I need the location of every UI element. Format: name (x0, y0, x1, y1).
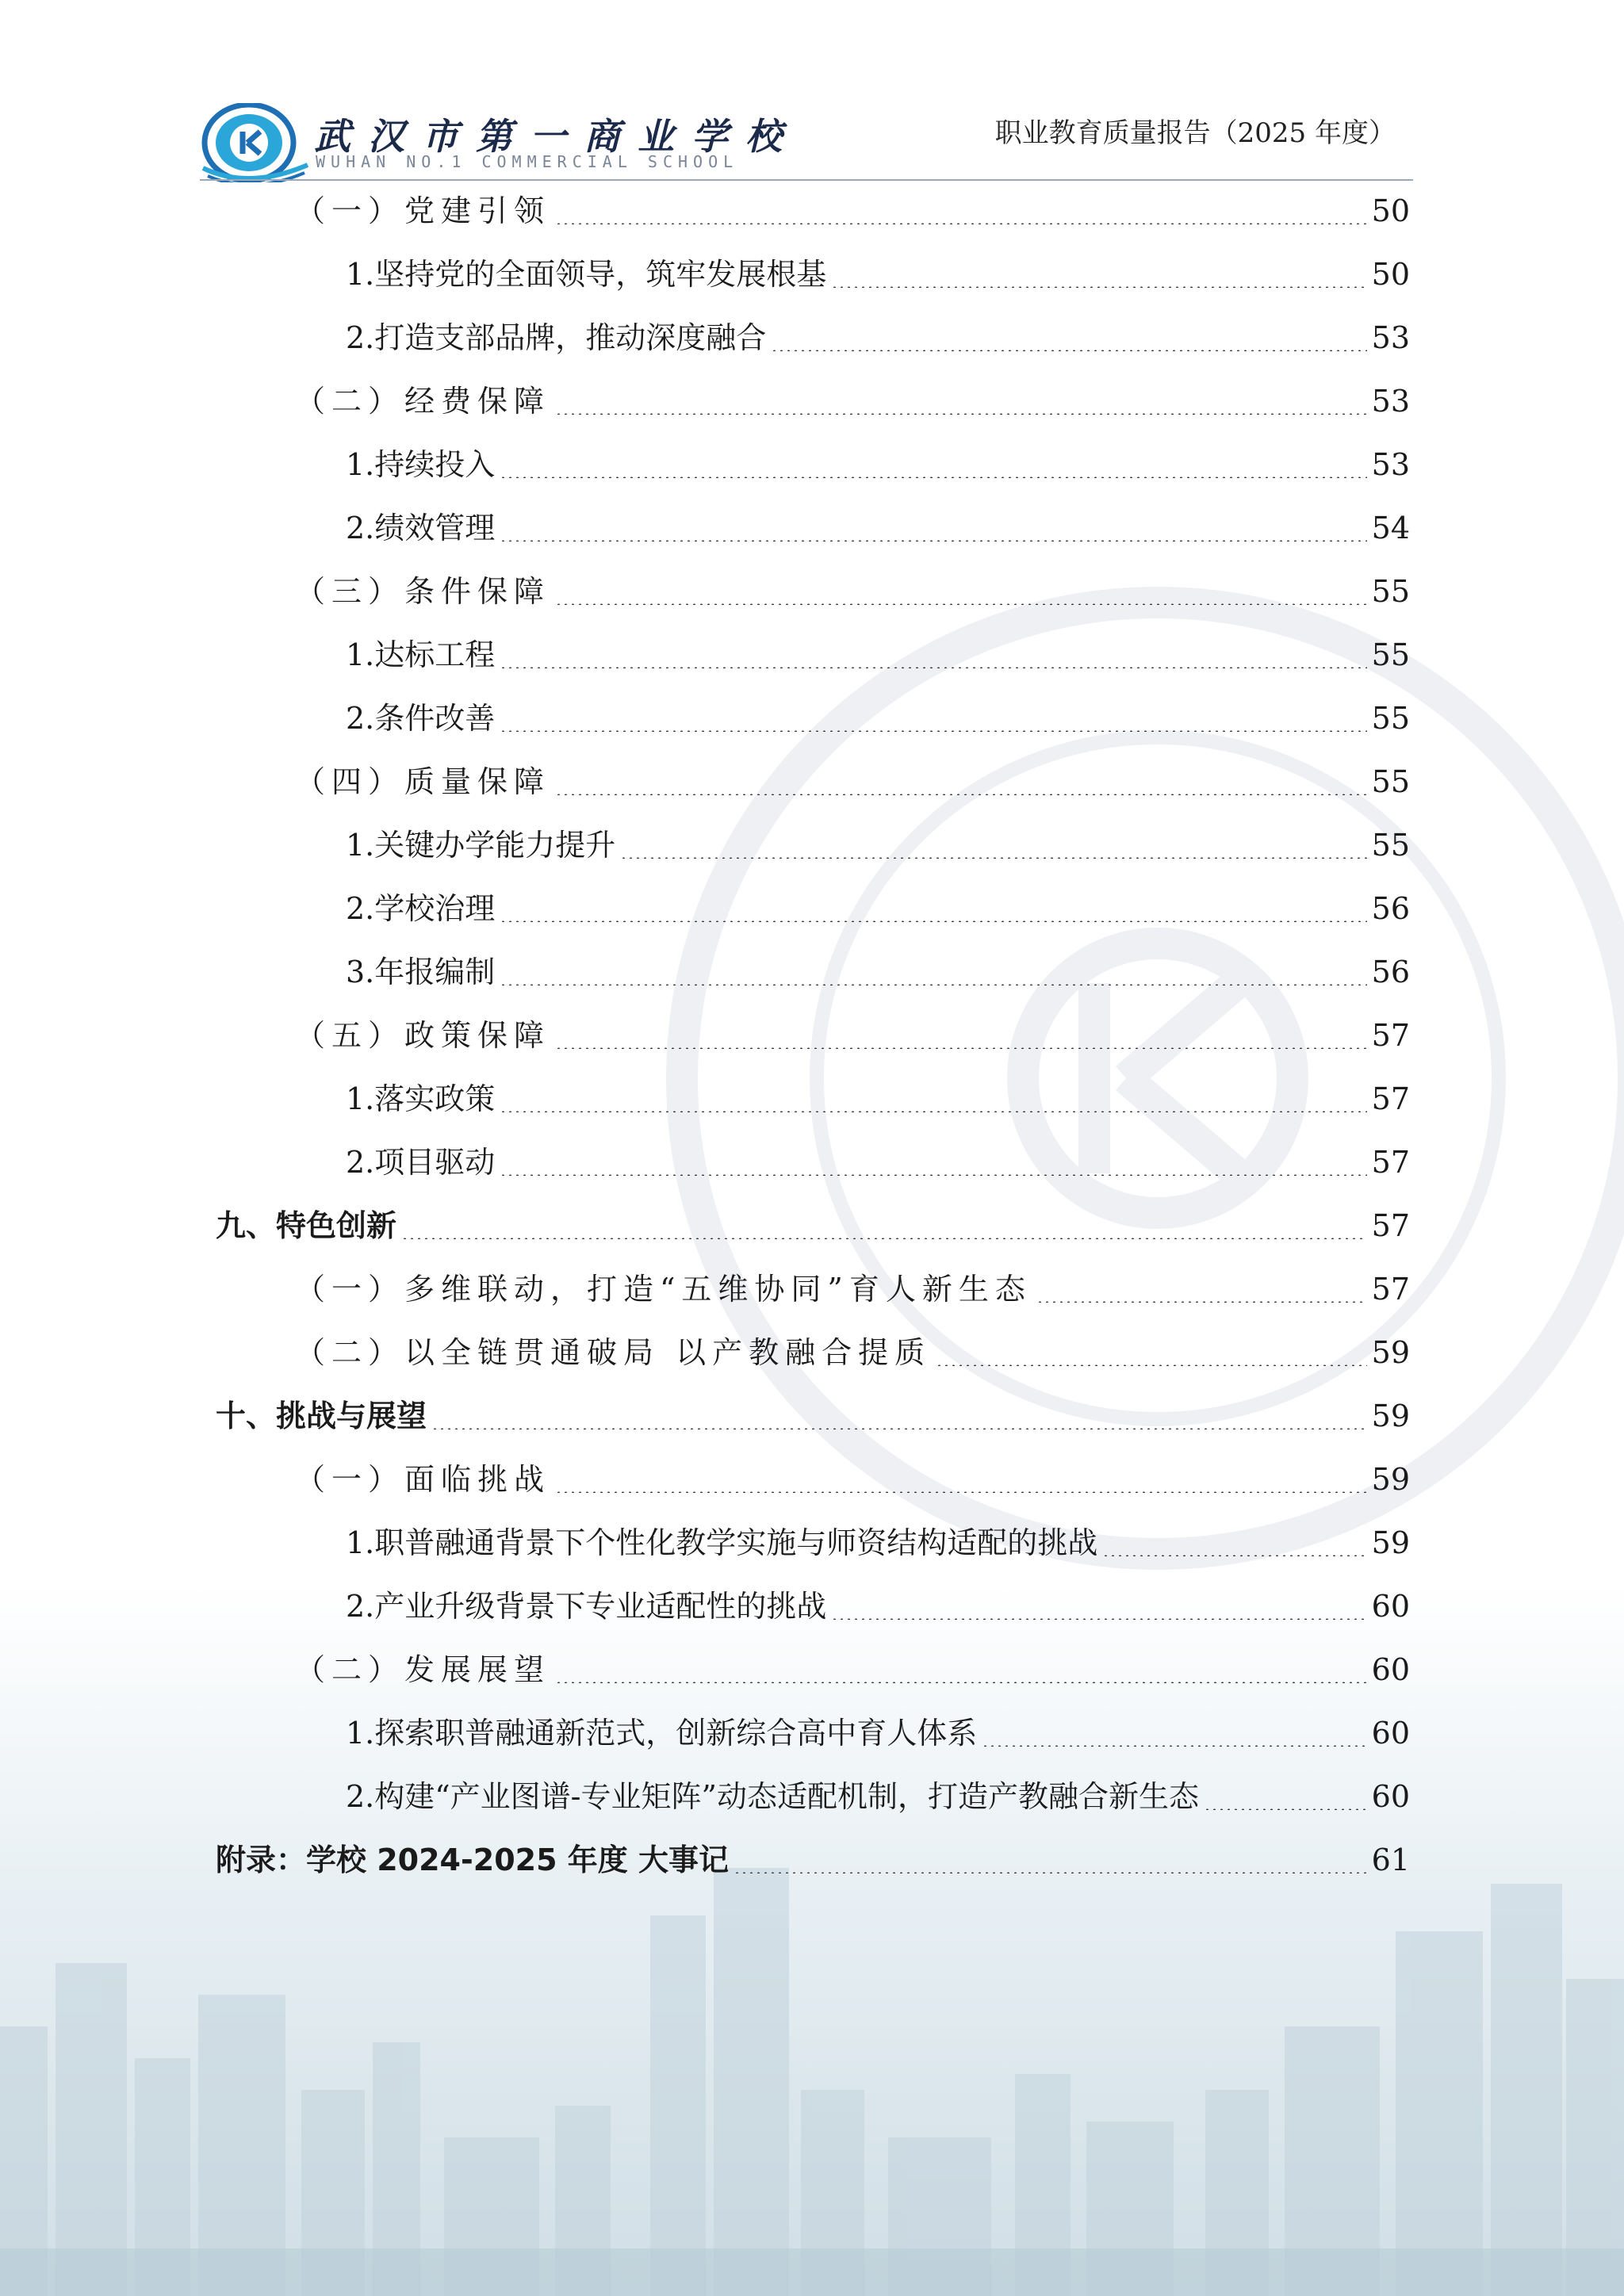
toc-dot-leader (555, 794, 1367, 795)
toc-dot-leader (500, 1111, 1366, 1112)
toc-dot-leader (500, 730, 1366, 732)
toc-entry-page-number: 53 (1371, 320, 1410, 355)
toc-entry[interactable] (216, 1392, 1410, 1440)
toc-dot-leader (500, 920, 1366, 922)
toc-entry-page-number: 55 (1371, 574, 1410, 609)
toc-entry-label: 2.打造支部品牌，推动深度融合 (346, 320, 767, 355)
toc-entry-page-number: 55 (1371, 637, 1410, 672)
toc-entry-page-number: 55 (1371, 828, 1410, 863)
toc-dot-leader (1036, 1301, 1367, 1303)
toc-dot-leader (982, 1745, 1366, 1747)
toc-entry-page-number: 53 (1371, 384, 1410, 419)
toc-entry[interactable] (295, 377, 1410, 425)
toc-entry-page-number: 60 (1371, 1652, 1410, 1687)
toc-dot-leader (771, 350, 1366, 351)
toc-entry[interactable] (295, 1646, 1410, 1693)
toc-entry-page-number: 55 (1371, 764, 1410, 799)
toc-dot-leader (431, 1428, 1367, 1429)
toc-dot-leader (936, 1364, 1367, 1366)
toc-entry-page-number: 57 (1371, 1145, 1410, 1180)
toc-entry[interactable] (216, 1836, 1410, 1884)
toc-entry-page-number: 60 (1371, 1589, 1410, 1624)
toc-dot-leader (500, 1174, 1366, 1176)
toc-entry[interactable] (346, 631, 1410, 679)
toc-entry[interactable] (346, 695, 1410, 742)
toc-entry[interactable] (346, 948, 1410, 996)
toc-entry-label: 十、挑战与展望 (216, 1399, 427, 1433)
toc-dot-leader (1204, 1808, 1367, 1810)
toc-entry-page-number: 55 (1371, 701, 1410, 736)
toc-entry-page-number: 57 (1371, 1272, 1410, 1307)
school-name-cn: 武汉市第一商业学校 (314, 115, 799, 158)
toc-entry-label: 1.达标工程 (346, 637, 496, 672)
school-logo-icon (200, 103, 311, 182)
toc-dot-leader (500, 984, 1366, 985)
toc-entry-page-number: 54 (1371, 511, 1410, 545)
toc-dot-leader (555, 413, 1367, 415)
page-header (0, 0, 1624, 182)
toc-entry-label: 九、特色创新 (216, 1208, 397, 1243)
toc-entry[interactable] (346, 1709, 1410, 1757)
toc-dot-leader (401, 1238, 1367, 1239)
toc-entry[interactable] (346, 504, 1410, 552)
toc-entry[interactable] (216, 1202, 1410, 1249)
toc-entry[interactable] (346, 1582, 1410, 1630)
toc-dot-leader (831, 1618, 1366, 1620)
toc-entry-label: 1.职普融通背景下个性化教学实施与师资结构适配的挑战 (346, 1525, 1098, 1560)
toc-entry-label: （四）质量保障 (295, 764, 551, 799)
toc-entry-label: 1.关键办学能力提升 (346, 828, 616, 863)
toc-entry[interactable] (346, 251, 1410, 298)
toc-entry-label: （三）条件保障 (295, 574, 551, 609)
toc-dot-leader (555, 223, 1367, 224)
report-title: 职业教育质量报告（2025 年度） (994, 117, 1396, 149)
toc-entry[interactable] (346, 821, 1410, 869)
toc-entry-label: （一）面临挑战 (295, 1462, 551, 1497)
toc-entry-page-number: 60 (1371, 1779, 1410, 1814)
toc-entry[interactable] (346, 1138, 1410, 1186)
toc-entry-label: 2.学校治理 (346, 891, 496, 926)
header-divider (200, 179, 1413, 181)
toc-entry[interactable] (346, 314, 1410, 362)
toc-entry-page-number: 61 (1371, 1843, 1410, 1877)
toc-entry-page-number: 50 (1371, 257, 1410, 292)
toc-entry-page-number: 56 (1371, 891, 1410, 926)
toc-dot-leader (555, 1682, 1367, 1683)
toc-entry-label: 2.条件改善 (346, 701, 496, 736)
toc-dot-leader (620, 857, 1366, 859)
toc-entry[interactable] (295, 758, 1410, 806)
toc-dot-leader (831, 286, 1366, 288)
toc-entry-page-number: 59 (1371, 1399, 1410, 1433)
toc-entry[interactable] (295, 1329, 1410, 1376)
toc-entry[interactable] (346, 1519, 1410, 1567)
toc-entry[interactable] (295, 187, 1410, 235)
toc-entry[interactable] (295, 1012, 1410, 1059)
toc-entry-label: 1.探索职普融通新范式，创新综合高中育人体系 (346, 1716, 978, 1751)
toc-dot-leader (500, 476, 1366, 478)
toc-entry-page-number: 57 (1371, 1081, 1410, 1116)
toc-entry-label: （五）政策保障 (295, 1018, 551, 1053)
toc-entry-label: （二）发展展望 (295, 1652, 551, 1687)
toc-entry-label: 1.落实政策 (346, 1081, 496, 1116)
toc-entry-page-number: 59 (1371, 1525, 1410, 1560)
toc-entry-label: 2.绩效管理 (346, 511, 496, 545)
toc-entry[interactable] (346, 441, 1410, 488)
toc-entry-page-number: 50 (1371, 193, 1410, 228)
toc-entry[interactable] (346, 885, 1410, 932)
toc-entry-label: 1.坚持党的全面领导，筑牢发展根基 (346, 257, 827, 292)
toc-dot-leader (555, 603, 1367, 605)
toc-dot-leader (555, 1491, 1367, 1493)
toc-entry-label: 2.构建“产业图谱-专业矩阵”动态适配机制，打造产教融合新生态 (346, 1779, 1199, 1814)
toc-entry-page-number: 60 (1371, 1716, 1410, 1751)
toc-entry-page-number: 59 (1371, 1462, 1410, 1497)
toc-entry-page-number: 59 (1371, 1335, 1410, 1370)
toc-dot-leader (500, 667, 1366, 668)
toc-entry-page-number: 56 (1371, 955, 1410, 989)
toc-entry-page-number: 57 (1371, 1208, 1410, 1243)
toc-entry-label: 3.年报编制 (346, 955, 496, 989)
toc-entry[interactable] (295, 1456, 1410, 1503)
toc-entry-label: （二）经费保障 (295, 384, 551, 419)
toc-entry[interactable] (295, 1265, 1410, 1313)
toc-entry[interactable] (346, 1075, 1410, 1123)
toc-dot-leader (1102, 1555, 1366, 1556)
toc-entry-label: 附录：学校 2024-2025 年度 大事记 (216, 1843, 729, 1877)
toc-entry-label: （一）多维联动，打造“五维协同”育人新生态 (295, 1272, 1032, 1307)
toc-dot-leader (555, 1047, 1367, 1049)
toc-entry-label: 2.产业升级背景下专业适配性的挑战 (346, 1589, 827, 1624)
toc-entry-label: （一）党建引领 (295, 193, 551, 228)
toc-entry[interactable] (295, 568, 1410, 615)
toc-entry-label: （二）以全链贯通破局 以产教融合提质 (295, 1335, 932, 1370)
toc-dot-leader (500, 540, 1366, 541)
toc-entry-label: 1.持续投入 (346, 447, 496, 482)
toc-entry-page-number: 57 (1371, 1018, 1410, 1053)
toc-entry-label: 2.项目驱动 (346, 1145, 496, 1180)
toc-dot-leader (733, 1872, 1367, 1873)
toc-entry-page-number: 53 (1371, 447, 1410, 482)
toc-entry[interactable] (346, 1773, 1410, 1820)
school-name-en: WUHAN NO.1 COMMERCIAL SCHOOL (316, 152, 739, 171)
